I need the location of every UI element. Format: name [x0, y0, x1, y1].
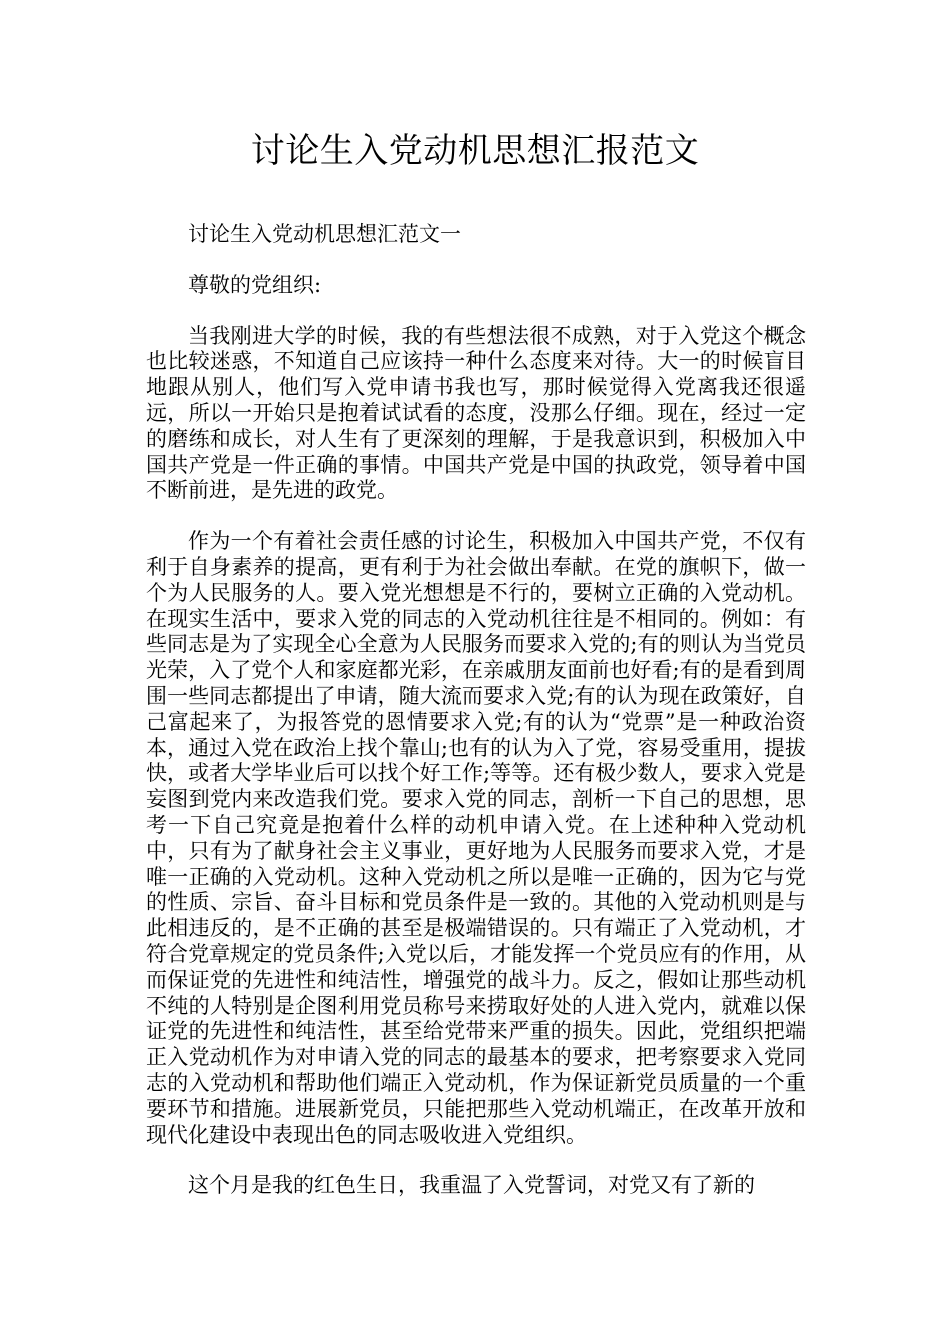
salutation: 尊敬的党组织:: [188, 272, 322, 297]
paragraph-2: 作为一个有着社会责任感的讨论生，积极加入中国共产党，不仅有利于自身素养的提高，更有利于为社会做出奉献。在党的旗帜下，做一个为人民服务的人。要入党光想想是不行的，要树立正确的入党动机。在现实生活中，要求入党的同志的入党动机往往是不相同的。例如：有些同志是为了实现全心全意为人民服务而要求入党的;有的则认为当党员光荣，入了党个人和家庭都光彩，在亲戚朋友面前也好看;有的是看到周围一些同志都提出了申请，随大流而要求入党;有的认为现在政策好，自己富起来了，为报答党的恩情要求入党;有的认为“党票”是一种政治资本，通过入党在政治上找个靠山;也有的认为入了党，容易受重用，提拔快，或者大学毕业后可以找个好工作;等等。还有极少数人，要求入党是妄图到党内来改造我们党。要求入党的同志，剖析一下自己的思想，思考一下自己究竟是抱着什么样的动机申请入党。在上述种种入党动机中，只有为了献身社会主义事业，更好地为人民服务而要求入党，才是唯一正确的入党动机。这种入党动机之所以是唯一正确的，因为它与党的性质、宗旨、奋斗目标和党员条件是一致的。其他的入党动机则是与此相违反的，是不正确的甚至是极端错误的。只有端正了入党动机，才符合党章规定的党员条件;入党以后，才能发挥一个党员应有的作用，从而保证党的先进性和纯洁性，增强党的战斗力。反之，假如让那些动机不纯的人特别是企图利用党员称号来捞取好处的人进入党内，就难以保证党的先进性和纯洁性，甚至给党带来严重的损失。因此，党组织把端正入党动机作为对申请入党的同志的最基本的要求，把考察要求入党同志的入党动机和帮助他们端正入党动机，作为保证新党员质量的一个重要环节和措施。进展新党员，只能把那些入党动机端正，在改革开放和现代化建设中表现出色的同志吸收进入党组织。: [146, 529, 806, 1147]
paragraph-1: 当我刚进大学的时候，我的有些想法很不成熟，对于入党这个概念也比较迷惑，不知道自己应该持一种什么态度来对待。大一的时候盲目地跟从别人，他们写入党申请书我也写，那时候觉得入党离我还很遥远，所以一开始只是抱着试试看的态度，没那么仔细。现在，经过一定的磨练和成长，对人生有了更深刻的理解，于是我意识到，积极加入中国共产党是一件正确的事情。中国共产党是中国的执政党，领导着中国不断前进，是先进的政党。: [146, 323, 806, 503]
document-title: 讨论生入党动机思想汇报范文: [250, 131, 700, 171]
paragraph-3: 这个月是我的红色生日，我重温了入党誓词，对党又有了新的: [188, 1173, 755, 1198]
document-subtitle: 讨论生入党动机思想汇范文一: [188, 222, 461, 246]
document-body: [146, 222, 806, 1199]
